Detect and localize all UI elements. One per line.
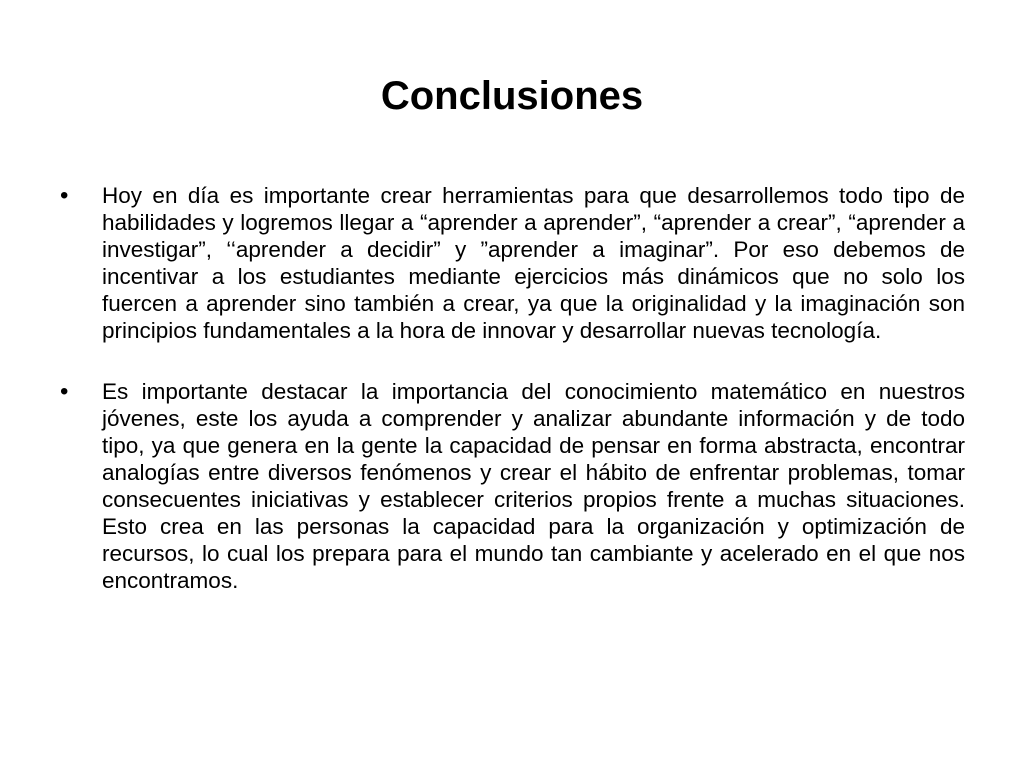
bullet-dot-icon: • <box>60 182 69 209</box>
bullet-item <box>60 182 965 344</box>
bullet-text: Es importante destacar la importancia del conocimiento matemático en nuestros jóvenes, este los ayuda a comprender y analizar abundante información y de todo tipo, ya que genera en la gente la capacidad de pensar en forma abstracta, encontrar analogías entre diversos fenómenos y crear el hábito de enfrentar problemas, tomar consecuentes iniciativas y establecer criterios propios frente a muchas situaciones. Esto crea en las personas la capacidad para la organización y optimización de recursos, lo cual los prepara para el mundo tan cambiante y acelerado en el que nos encontramos. <box>102 379 965 593</box>
slide-title: Conclusiones <box>380 74 644 118</box>
bullet-list <box>60 182 965 628</box>
bullet-text: Hoy en día es importante crear herramientas para que desarrollemos todo tipo de habilidades y logremos llegar a “aprender a aprender”, “aprender a crear”, “aprender a investigar”, ‘‘aprender a decidir” y ”aprender a imaginar”. Por eso debemos de incentivar a los estudiantes mediante ejercicios más dinámicos que no solo los fuercen a aprender sino también a crear, ya que la originalidad y la imaginación son principios fundamentales a la hora de innovar y desarrollar nuevas tecnología. <box>102 183 965 343</box>
bullet-dot-icon: • <box>60 378 69 405</box>
bullet-item <box>60 378 965 594</box>
